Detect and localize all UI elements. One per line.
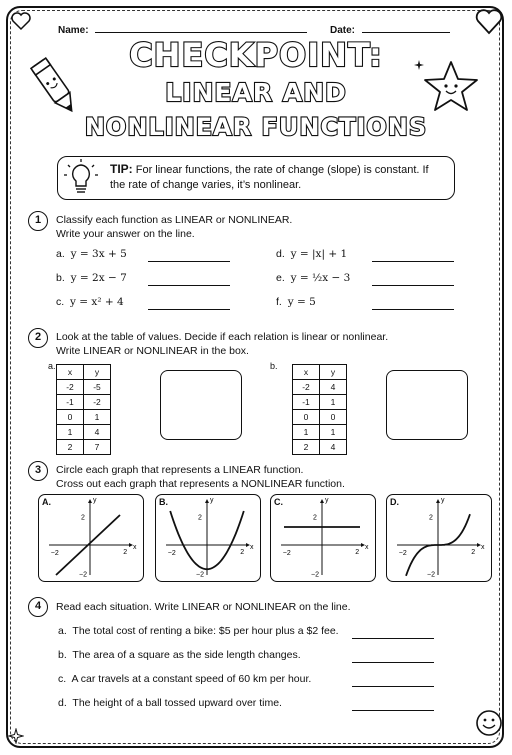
answer-line-q4b[interactable] (352, 661, 434, 663)
question-number-1: 1 (28, 211, 48, 231)
name-line[interactable] (95, 32, 307, 33)
graph-2[interactable] (155, 494, 261, 582)
q1-item-b: b. y = 2x − 7 (56, 272, 127, 284)
q2-line-2: Write LINEAR or NONLINEAR in the box. (56, 345, 249, 357)
y-tick-label: 2 (198, 514, 202, 522)
graph-label: D. (390, 497, 399, 507)
answer-line-q4a[interactable] (352, 637, 434, 639)
graph-plot (39, 495, 141, 579)
title-line-3: NONLINEAR FUNCTIONS (84, 113, 428, 141)
smiley-icon (474, 708, 504, 738)
x-axis-label: x (365, 544, 369, 551)
x-tick-label: 2 (240, 549, 245, 556)
table-header: x (57, 365, 84, 380)
tip-label: TIP: (110, 162, 133, 176)
q4-item-c: c. A car travels at a constant speed of 60 km per hour. (58, 673, 312, 685)
graph-4[interactable] (386, 494, 492, 582)
table-row: -1 -2 (57, 395, 111, 410)
table-row: 2 7 (57, 440, 111, 455)
y-axis-arrow (88, 499, 92, 503)
q1-item-f: f. y = 5 (276, 296, 316, 308)
graph-plot (387, 495, 489, 579)
name-field[interactable] (58, 25, 307, 36)
question-number-2: 2 (28, 328, 48, 348)
q4-line-1: Read each situation. Write LINEAR or NONLINEAR on the line. (56, 601, 351, 613)
answer-line-q1c[interactable] (148, 308, 230, 310)
q4-item-b: b. The area of a square as the side length changes. (58, 649, 301, 661)
x-tick-label: 2 (123, 549, 128, 556)
date-field[interactable] (330, 25, 450, 36)
x-axis-label: x (133, 544, 137, 551)
tip-text: For linear functions, the rate of change (slope) is constant. If the rate of change varies, it’s nonlinear. (110, 164, 429, 191)
y-axis-label: y (210, 497, 214, 504)
table-row: 0 0 (293, 410, 347, 425)
table-header: x (293, 365, 320, 380)
table-row: 2 4 (293, 440, 347, 455)
answer-box-b[interactable] (386, 370, 468, 440)
title-line-1: CHECKPOINT: (129, 36, 383, 74)
date-line[interactable] (362, 32, 450, 33)
table-row: -2 -5 (57, 380, 111, 395)
y-axis-label: y (441, 497, 445, 504)
graph-label: B. (159, 497, 168, 507)
table-header: y (320, 365, 347, 380)
y-axis-arrow (205, 499, 209, 503)
question-number-3: 3 (28, 461, 48, 481)
y-tick-label: 2 (81, 514, 85, 522)
y-tick-label: 2 (313, 514, 317, 522)
lightbulb-icon (64, 159, 98, 197)
q1-item-a: a. y = 3x + 5 (56, 248, 127, 260)
y-tick-label: −2 (311, 571, 319, 579)
graph-3[interactable] (270, 494, 376, 582)
answer-line-q1d[interactable] (372, 260, 454, 262)
graph-label: A. (42, 497, 51, 507)
answer-line-q4d[interactable] (352, 709, 434, 711)
answer-line-q4c[interactable] (352, 685, 434, 687)
y-axis-arrow (320, 499, 324, 503)
heart-icon (10, 10, 32, 32)
name-label: Name: (58, 25, 89, 36)
q1-line-2: Write your answer on the line. (56, 228, 195, 240)
answer-line-q1a[interactable] (148, 260, 230, 262)
x-tick-label: −2 (282, 550, 291, 557)
table-b-label: b. (270, 361, 278, 371)
graph-1[interactable] (38, 494, 144, 582)
table-row: 0 1 (57, 410, 111, 425)
x-tick-label: −2 (50, 550, 59, 557)
answer-box-a[interactable] (160, 370, 242, 440)
q4-item-a: a. The total cost of renting a bike: $5 per hour plus a $2 fee. (58, 625, 339, 637)
q1-item-c: c. y = x² + 4 (56, 296, 124, 308)
x-axis-label: x (481, 544, 485, 551)
heart-icon (474, 6, 504, 36)
value-table-b (292, 364, 347, 455)
x-axis-label: x (250, 544, 254, 551)
q1-item-d: d. y = |x| + 1 (276, 248, 348, 260)
tip-box (57, 156, 455, 200)
y-axis-label: y (325, 497, 329, 504)
table-row: 1 4 (57, 425, 111, 440)
value-table-a (56, 364, 111, 455)
q1-line-1: Classify each function as LINEAR or NONLINEAR. (56, 214, 293, 226)
x-tick-label: −2 (167, 550, 176, 557)
q1-item-e: e. y = ½x − 3 (276, 272, 351, 284)
q1-instructions (56, 213, 292, 241)
graph-plot (271, 495, 373, 579)
table-a-label: a. (48, 361, 56, 371)
y-tick-label: −2 (427, 571, 435, 579)
y-axis-label: y (93, 497, 97, 504)
table-row: 1 1 (293, 425, 347, 440)
table-header: y (84, 365, 111, 380)
graph-plot (156, 495, 258, 579)
date-label: Date: (330, 25, 356, 36)
table-row: -1 1 (293, 395, 347, 410)
x-tick-label: 2 (471, 549, 476, 556)
x-tick-label: 2 (355, 549, 360, 556)
sparkle-icon (8, 728, 24, 744)
table-row: -2 4 (293, 380, 347, 395)
x-tick-label: −2 (398, 550, 407, 557)
title-line-2: LINEAR AND (165, 78, 347, 107)
y-axis-arrow (436, 499, 440, 503)
question-number-4: 4 (28, 597, 48, 617)
q3-line-2: Cross out each graph that represents a NONLINEAR function. (56, 478, 345, 490)
graph-label: C. (274, 497, 283, 507)
answer-line-q1f[interactable] (372, 308, 454, 310)
q3-instructions (56, 463, 345, 491)
y-tick-label: −2 (79, 571, 87, 579)
y-tick-label: −2 (196, 571, 204, 579)
q2-line-1: Look at the table of values. Decide if each relation is linear or nonlinear. (56, 331, 389, 343)
answer-line-q1b[interactable] (148, 284, 230, 286)
q4-item-d: d. The height of a ball tossed upward over time. (58, 697, 282, 709)
q2-instructions (56, 330, 388, 358)
y-tick-label: 2 (429, 514, 433, 522)
q3-line-1: Circle each graph that represents a LINEAR function. (56, 464, 304, 476)
answer-line-q1e[interactable] (372, 284, 454, 286)
